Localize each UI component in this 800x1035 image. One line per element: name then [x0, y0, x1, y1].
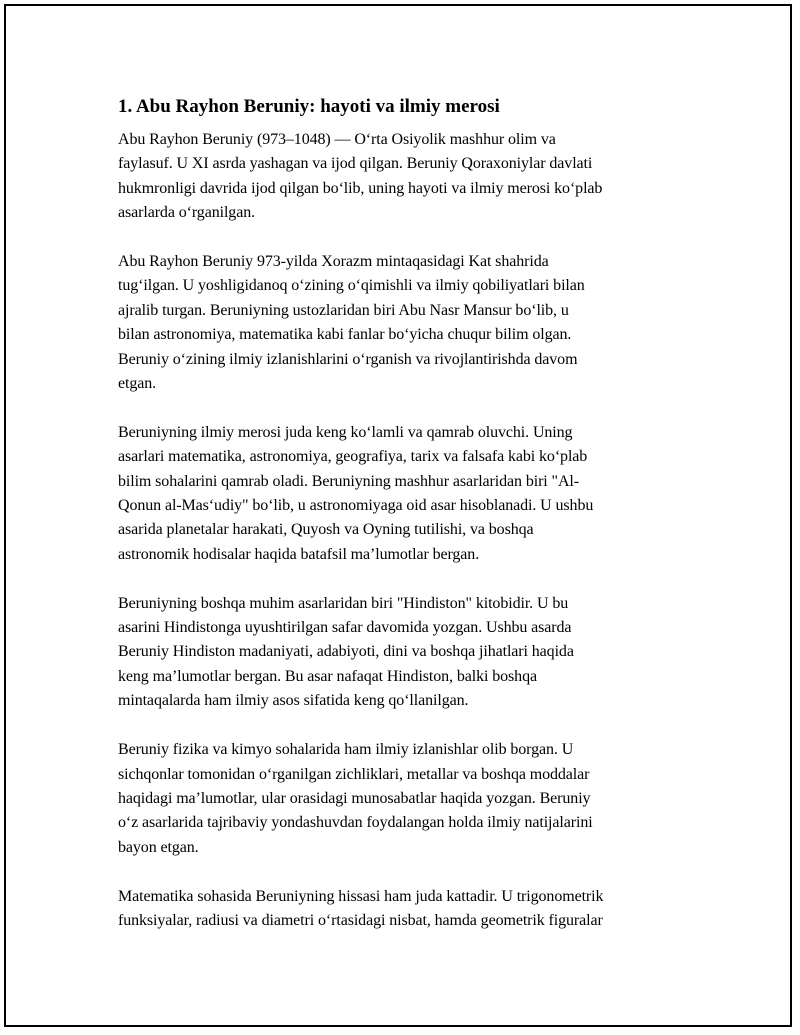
document-body	[118, 94, 693, 958]
paragraph-early-life: Abu Rayhon Beruniy 973-yilda Xorazm mintaqasidagi Kat shahrida tug‘ilgan. U yoshligidanoq o‘zining o‘qimishli va ilmiy qobiliyatlari bilan ajralib turgan. Beruniyning ustozlaridan biri Abu Nasr Mansur bo‘lib, u bilan astronomiya, matematika kabi fanlar bo‘yicha chuqur bilim olgan. Beruniy o‘zining ilmiy izlanishlarini o‘rganish va rivojlantirishda davom etgan.	[118, 253, 585, 393]
paragraph-mathematics: Matematika sohasida Beruniyning hissasi ham juda kattadir. U trigonometrik funksiyalar, radiusi va diametri o‘rtasidagi nisbat, hamda geometrik figuralar	[118, 887, 604, 929]
paragraph-physics-chemistry: Beruniy fizika va kimyo sohalarida ham ilmiy izlanishlar olib borgan. U sichqonlar tomonidan o‘rganilgan zichliklari, metallar va boshqa moddalar haqidagi ma’lumotlar, ular orasidagi munosabatlar haqida yozgan. Beruniy o‘z asarlarida tajribaviy yondashuvdan foydalangan holda ilmiy natijalarini bayon etgan.	[118, 741, 593, 856]
paragraph-intro: Abu Rayhon Beruniy (973–1048) — O‘rta Osiyolik mashhur olim va faylasuf. U XI asrda yashagan va ijod qilgan. Beruniy Qoraxoniylar davlati hukmronligi davrida ijod qilgan bo‘lib, uning hayoti va ilmiy merosi ko‘plab asarlarda o‘rganilgan.	[118, 131, 603, 222]
paragraph-india-book: Beruniyning boshqa muhim asarlaridan biri "Hindiston" kitobidir. U bu asarini Hindistonga uyushtirilgan safar davomida yozgan. Ushbu asarda Beruniy Hindiston madaniyati, adabiyoti, dini va boshqa jihatlari haqida keng ma’lumotlar bergan. Bu asar nafaqat Hindiston, balki boshqa mintaqalarda ham ilmiy asos sifatida keng qo‘llanilgan.	[118, 594, 574, 710]
paragraph-scientific-legacy: Beruniyning ilmiy merosi juda keng ko‘lamli va qamrab oluvchi. Uning asarlari matematika, astronomiya, geografiya, tarix va falsafa kabi ko‘plab bilim sohalarini qamrab oladi. Beruniyning mashhur asarlaridan biri "Al- Qonun al-Mas‘udiy" bo‘lib, u astronomiyaga oid asar hisoblanadi. U ushbu asarida planetalar harakati, Quyosh va Oyning tutilishi, va boshqa astronomik hodisalar haqida batafsil ma’lumotlar bergan.	[118, 423, 594, 563]
document-title: 1. Abu Rayhon Beruniy: hayoti va ilmiy merosi	[118, 96, 500, 117]
